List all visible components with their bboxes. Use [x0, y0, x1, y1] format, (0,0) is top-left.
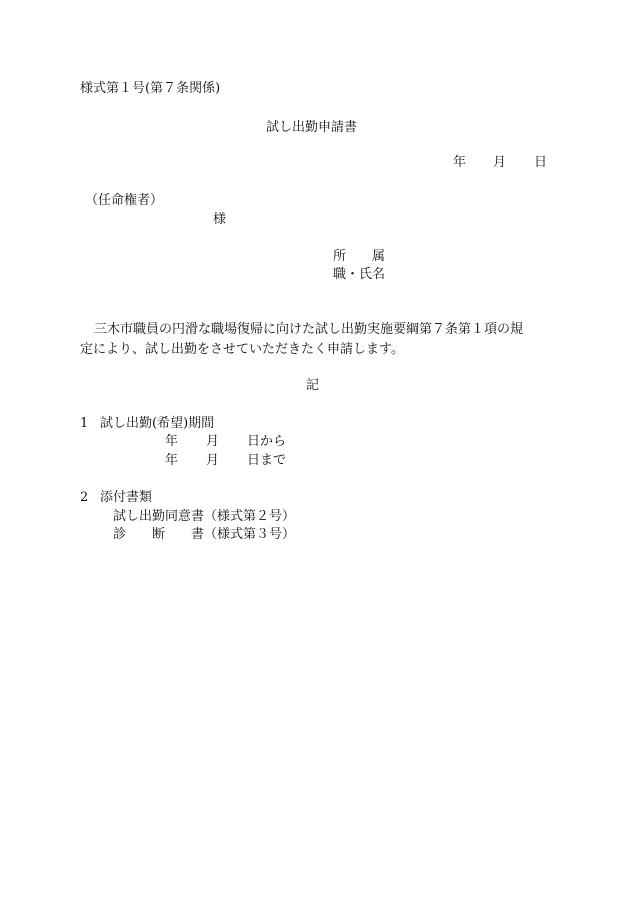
section-2-title: 添付書類	[100, 490, 153, 505]
period-from-month: 月	[206, 434, 220, 449]
addressee-label: （任命権者）	[85, 193, 164, 208]
period-to-month: 月	[206, 453, 220, 468]
period-from-day: 日から	[247, 434, 287, 449]
date-day: 日	[534, 155, 548, 170]
body-line-2: 定により、試し出勤をさせていただきたく申請します。	[80, 342, 404, 357]
body-line-1: 三木市職員の円滑な職場復帰に向けた試し出勤実施要綱第７条第１項の規	[94, 322, 524, 337]
addressee-honorific: 様	[213, 212, 227, 227]
attachment-item-consent: 試し出勤同意書（様式第２号）	[113, 509, 296, 524]
section-2-number: 2	[80, 490, 89, 505]
date-year: 年	[453, 155, 467, 170]
section-1-number: 1	[80, 416, 89, 431]
ki-marker: 記	[306, 378, 320, 393]
section-1-title: 試し出勤(希望)期間	[100, 416, 215, 431]
date-month: 月	[493, 155, 507, 170]
attachment-item-medical-certificate: 診 断 書（様式第３号）	[113, 527, 296, 542]
period-to-year: 年	[165, 453, 179, 468]
applicant-position-name: 職・氏名	[333, 267, 386, 282]
period-from-year: 年	[165, 434, 179, 449]
period-to-day: 日まで	[247, 453, 287, 468]
document-title: 試し出勤申請書	[266, 120, 358, 135]
applicant-affiliation: 所 属	[333, 249, 386, 264]
form-number: 様式第１号(第７条関係)	[80, 81, 221, 96]
